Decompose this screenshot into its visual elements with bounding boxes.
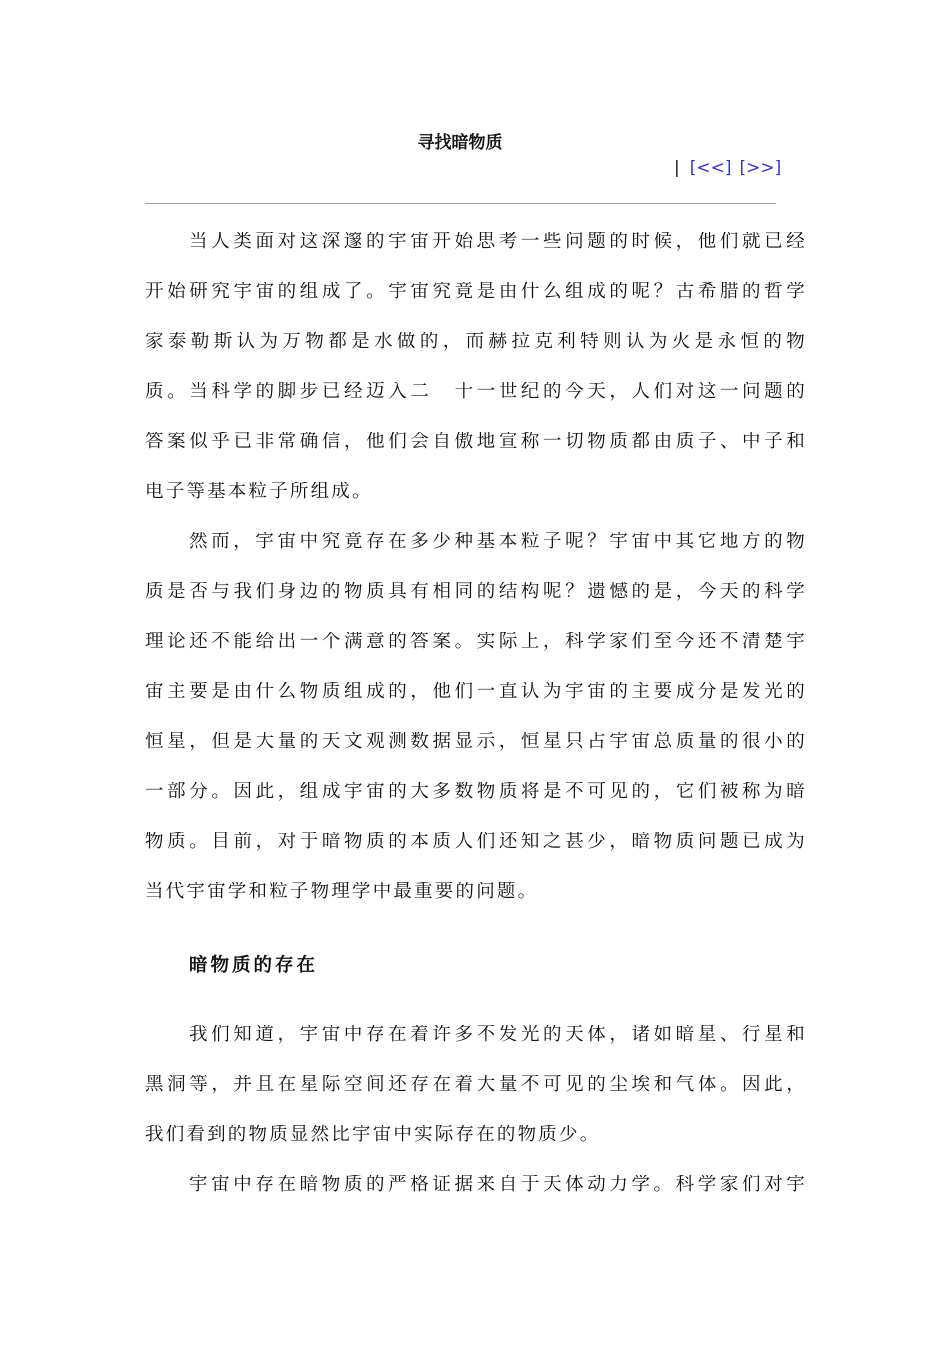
text-line: 开始研究宇宙的组成了。宇宙究竟是由什么组成的呢？古希腊的哲学 xyxy=(145,282,807,302)
text-line: 质是否与我们身边的物质具有相同的结构呢？遗憾的是，今天的科学 xyxy=(145,582,807,602)
text-line: 一部分。因此，组成宇宙的大多数物质将是不可见的，它们被称为暗 xyxy=(145,782,807,802)
text-line: 恒星，但是大量的天文观测数据显示，恒星只占宇宙总质量的很小的 xyxy=(145,732,807,752)
text-line: 宙主要是由什么物质组成的，他们一直认为宇宙的主要成分是发光的 xyxy=(145,682,807,702)
text-line: 电子等基本粒子所组成。 xyxy=(145,482,373,502)
text-line: 宇宙中存在暗物质的严格证据来自于天体动力学。科学家们对宇 xyxy=(189,1175,807,1195)
text-line: 然而，宇宙中究竟存在多少种基本粒子呢？宇宙中其它地方的物 xyxy=(189,532,807,552)
text-line: 当人类面对这深邃的宇宙开始思考一些问题的时候，他们就已经 xyxy=(189,232,807,252)
text-line: 答案似乎已非常确信，他们会自傲地宣称一切物质都由质子、中子和 xyxy=(145,432,807,452)
intro-section xyxy=(145,232,807,932)
next-page-link[interactable]: [>>] xyxy=(739,158,782,178)
text-line: 黑洞等，并且在星际空间还存在着大量不可见的尘埃和气体。因此， xyxy=(145,1075,807,1095)
text-line: 质。当科学的脚步已经迈入二 十一世纪的今天，人们对这一问题的 xyxy=(145,382,807,402)
nav-separator: | xyxy=(674,158,680,178)
text-line: 理论还不能给出一个满意的答案。实际上，科学家们至今还不清楚宇 xyxy=(145,632,807,652)
text-line: 我们看到的物质显然比宇宙中实际存在的物质少。 xyxy=(145,1125,601,1145)
text-line: 我们知道，宇宙中存在着许多不发光的天体，诸如暗星、行星和 xyxy=(189,1025,807,1045)
page-title: 寻找暗物质 xyxy=(417,133,503,153)
page-navigation xyxy=(674,158,789,178)
text-line: 物质。目前，对于暗物质的本质人们还知之甚少，暗物质问题已成为 xyxy=(145,832,807,852)
dark-matter-existence-section xyxy=(145,1025,807,1225)
header-divider xyxy=(145,203,776,204)
text-line: 家泰勒斯认为万物都是水做的，而赫拉克利特则认为火是永恒的物 xyxy=(145,332,807,352)
text-line: 当代宇宙学和粒子物理学中最重要的问题。 xyxy=(145,882,539,902)
section-heading: 暗物质的存在 xyxy=(189,955,319,976)
prev-page-link[interactable]: [<<] xyxy=(689,158,732,178)
